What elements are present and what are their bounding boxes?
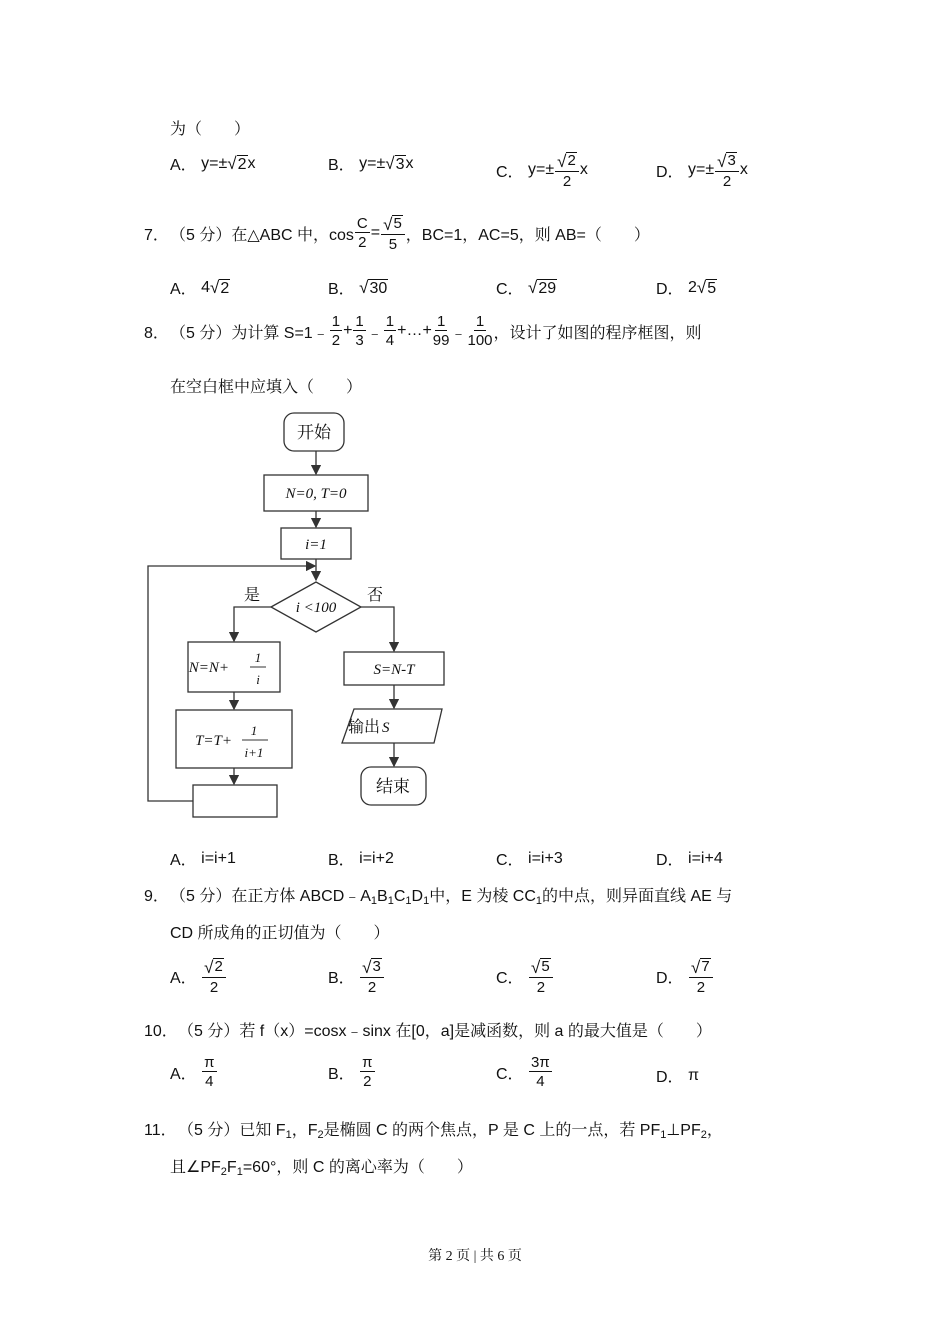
blank-box [193,785,277,817]
sqrt: √ 2 [227,153,247,173]
q11-stem: 11．（5 分）已知 $F_1$，$F_2$是椭圆 C 的两个焦点，P 是 C 上的一点，若 $PF_1\perp PF_2$， [144,1122,723,1141]
q11-continuation: 且$\angle PF_2F_1=60^\circ$，则 C 的离心率为（ ） [170,1159,473,1178]
q10-option-b[interactable]: B． $\frac{\pi}{2}$ [328,1054,373,1090]
q6-option-d[interactable]: D． y=± √ 3 2 x [656,151,748,190]
yes-label: 是 [243,587,261,604]
q6-option-a[interactable]: A． y=± √ 2 x [170,153,256,174]
q9-option-a[interactable]: A． √ 2 2 [170,958,227,995]
q7-option-a[interactable]: A． 4 √ 2 [170,277,230,298]
fraction: √ 5 5 [381,215,405,252]
start-label: 开始 [297,423,331,442]
page-footer: 第 2 页 | 共 6 页 [428,1249,522,1264]
n-update-den: i [256,672,260,687]
fraction: √ 3 2 [715,152,739,189]
n-update-lhs: N=N+ [188,660,229,676]
q9-option-c[interactable]: C． √ 5 2 [496,958,554,995]
q10-option-a[interactable]: A． $\frac{\pi}{4}$ [170,1054,215,1090]
q7-option-c[interactable]: C． √ 29 [496,277,557,298]
i-init-label: i=1 [305,537,327,553]
q7-stem: 7． （5 分）在△ABC 中，cos $\frac{C}{2}$ = √ 5 5 ，BC=1，AC=5，则 AB=（ ） [144,214,650,253]
fraction: $\frac{C}{2}$ [356,215,368,252]
condition-label: i <100 [295,600,337,616]
q6-option-c[interactable]: C． y=± √ 2 2 x [496,151,588,190]
q7-option-b[interactable]: B． √ 30 [328,277,388,298]
t-update-den: i+1 [244,745,264,760]
q8-option-d[interactable]: D． i=i+4 [656,849,723,869]
q10-option-d[interactable]: D． π [656,1066,700,1086]
init-label: N=0, T=0 [285,486,347,502]
q8-option-b[interactable]: B． i=i+2 [328,849,394,869]
q10-stem: 10．（5 分）若 f（x）=cosx﹣sinx 在[0，a]是减函数，则 a 的最大值是（ ） [144,1023,712,1040]
q10-option-c[interactable]: C． $\frac{3\pi}{4}$ [496,1054,550,1090]
t-update-num: 1 [250,723,258,738]
q8-continuation: 在空白框中应填入（ ） [170,379,363,396]
no-label: 否 [366,587,384,604]
q6-continuation: 为（ ） [170,121,251,138]
t-update-box [176,710,292,768]
s-label: S=N-T [373,662,415,678]
q9-option-b[interactable]: B． √ 3 2 [328,958,385,995]
q8-option-a[interactable]: A． i=i+1 [170,849,236,869]
q7-option-d[interactable]: D． 2 √ 5 [656,277,717,298]
output-var: S [382,720,390,736]
output-label: 输出 [347,719,380,736]
q8-stem: 8． （5 分）为计算 S=1﹣ $\frac{1}{2}$ + $\frac{1}{3}$ ﹣ $\frac{1}{4}$ +…+ $\frac{1}{99}$ ﹣ $\frac{1}{100}$ ，设计了如图的程序框图，则 [144,313,702,349]
q9-continuation: CD 所成角的正切值为（ ） [170,925,390,942]
n-update-num: 1 [254,650,262,665]
q6-option-b[interactable]: B． y=± √ 3 x [328,153,414,174]
sqrt: √ 3 [385,153,405,173]
fraction: √ 2 2 [555,152,579,189]
q9-option-d[interactable]: D． √ 7 2 [656,958,714,995]
t-update-lhs: T=T+ [195,733,232,749]
q9-stem: 9．（5 分）在正方体 $ABCD﹣A_1B_1C_1D_1$中，E 为棱 $CC_1$的中点，则异面直线 AE 与 [144,888,733,907]
q8-option-c[interactable]: C． i=i+3 [496,849,563,869]
end-label: 结束 [376,777,410,796]
